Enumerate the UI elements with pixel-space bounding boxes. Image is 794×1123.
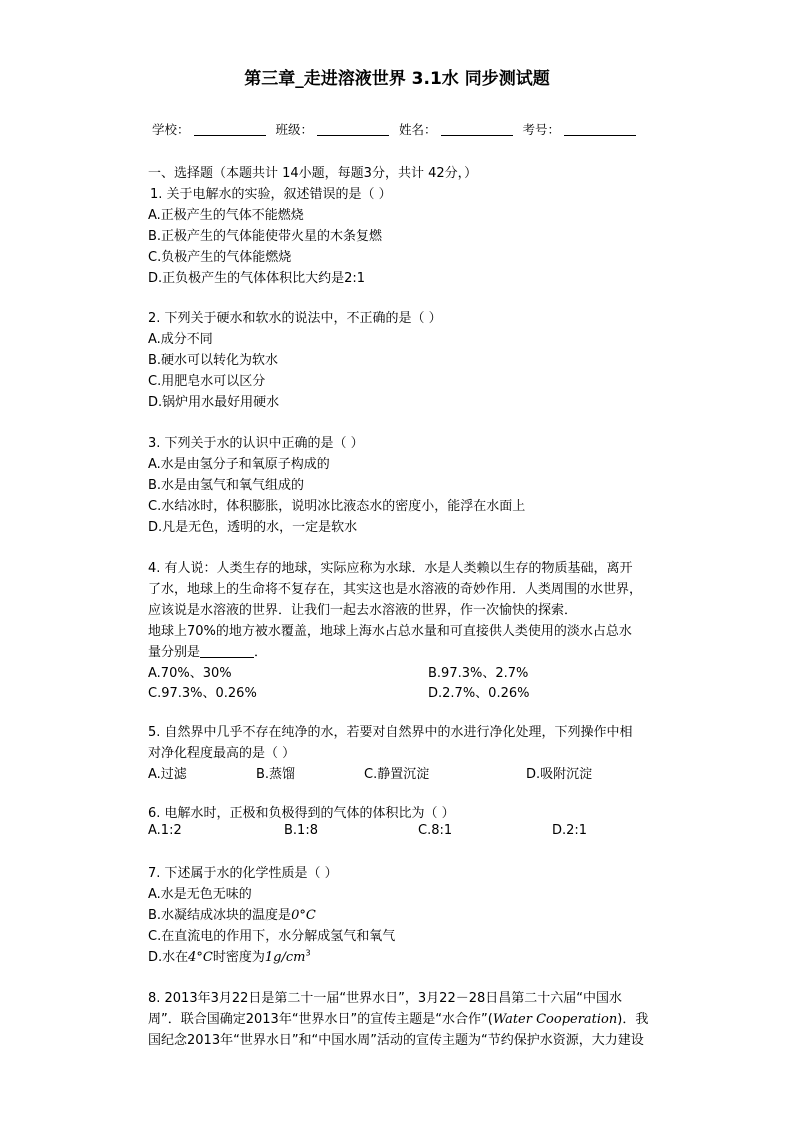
q4-option-b: B.97.3%、2.7% [428, 666, 529, 681]
q7-option-d-superscript: 3 [305, 948, 311, 958]
q5-stem-line-1: 5. 自然界中几乎不存在纯净的水，若要对自然界中的水进行净化处理，下列操作中相 [148, 725, 633, 740]
q8-stem-line-3: 国纪念2013年“世界水日”和“中国水周”活动的宣传主题为“节约保护水资源，大力建设 [148, 1033, 644, 1048]
q8-text-b: )．我 [617, 1012, 649, 1027]
q4-stem-line-5 [148, 641, 267, 660]
q7-option-d-math-density: 1g/cm [264, 950, 306, 965]
q3-option-d: D.凡是无色，透明的水，一定是软水 [148, 520, 358, 535]
section-heading: 一、选择题（本题共计 14小题，每题3分，共计 42分，） [148, 166, 478, 181]
q4-option-c: C.97.3%、0.26% [148, 686, 257, 701]
q6-stem: 6. 电解水时，正极和负极得到的气体的体积比为（ ） [148, 806, 455, 821]
q3-option-b: B.水是由氢气和氧气组成的 [148, 478, 305, 493]
q4-stem-end: ． [254, 645, 268, 660]
student-info-row [0, 120, 794, 138]
exam-number-label: 考号： [522, 122, 560, 137]
q2-option-a: A.成分不同 [148, 332, 213, 347]
q6-option-d: D.2:1 [552, 823, 588, 838]
name-blank[interactable] [441, 123, 513, 136]
q8-stem-line-1: 8. 2013年3月22日是第二十一届“世界水日”，3月22－28日昌第二十六届“中国水 [148, 991, 622, 1006]
page-title: 第三章_走进溶液世界 3.1水 同步测试题 [244, 69, 550, 89]
q4-stem-text: 量分别是 [148, 645, 201, 660]
school-blank[interactable] [194, 123, 266, 136]
q1-option-d: D.正负极产生的气体体积比大约是2:1 [148, 271, 366, 286]
q7-option-b-math: 0°C [291, 908, 316, 923]
q3-option-a: A.水是由氢分子和氧原子构成的 [148, 457, 330, 472]
q7-option-d-math-temp: 4°C [188, 950, 213, 965]
q4-stem-line-3: 应该说是水溶液的世界．让我们一起去水溶液的世界，作一次愉快的探索． [148, 603, 578, 618]
q4-stem-line-4: 地球上70%的地方被水覆盖，地球上海水占总水量和可直接供人类使用的淡水占总水 [148, 624, 632, 639]
q4-stem-line-1: 4. 有人说：人类生存的地球，实际应称为水球．水是人类赖以生存的物质基础，离开 [148, 561, 633, 576]
q6-option-a: A.1:2 [148, 823, 182, 838]
q1-option-a: A.正极产生的气体不能燃烧 [148, 208, 304, 223]
q7-option-c: C.在直流电的作用下，水分解成氢气和氧气 [148, 929, 396, 944]
q1-stem: 1. 关于电解水的实验，叙述错误的是（ ） [150, 187, 392, 202]
q4-option-d: D.2.7%、0.26% [428, 686, 530, 701]
name-label: 姓名： [398, 122, 437, 137]
q3-stem: 3. 下列关于水的认识中正确的是（ ） [148, 436, 364, 451]
exam-number-blank[interactable] [564, 123, 636, 136]
q7-option-d [148, 946, 311, 965]
q2-option-d: D.锅炉用水最好用硬水 [148, 395, 280, 410]
q5-option-b: B.蒸馏 [256, 767, 296, 782]
q2-stem: 2. 下列关于硬水和软水的说法中，不正确的是（ ） [148, 311, 442, 326]
q8-math-water-cooperation: Water Cooperation [492, 1012, 618, 1027]
q6-option-c: C.8:1 [418, 823, 453, 838]
q7-option-b-text: B.水凝结成冰块的温度是 [148, 908, 292, 923]
q1-option-c: C.负极产生的气体能燃烧 [148, 250, 292, 265]
q5-option-d: D.吸附沉淀 [526, 767, 593, 782]
q4-answer-blank[interactable] [200, 645, 254, 658]
q8-text-a: 周”．联合国确定2013年“世界水日”的宣传主题是“水合作”( [148, 1012, 493, 1027]
q6-option-b: B.1:8 [284, 823, 318, 838]
q7-option-d-text-mid: 时密度为 [212, 950, 265, 965]
q5-option-c: C.静置沉淀 [364, 767, 430, 782]
q7-option-d-text: D.水在 [148, 950, 189, 965]
q7-option-a: A.水是无色无味的 [148, 887, 252, 902]
q8-stem-line-2 [148, 1008, 648, 1027]
class-blank[interactable] [317, 123, 389, 136]
q7-stem: 7. 下述属于水的化学性质是（ ） [148, 866, 338, 881]
q3-option-c: C.水结冰时，体积膨胀，说明冰比液态水的密度小，能浮在水面上 [148, 499, 526, 514]
class-label: 班级： [275, 122, 313, 137]
q5-stem-line-2: 对净化程度最高的是（ ） [148, 746, 296, 761]
q4-option-a: A.70%、30% [148, 666, 232, 681]
q1-option-b: B.正极产生的气体能使带火星的木条复燃 [148, 229, 383, 244]
q2-option-b: B.硬水可以转化为软水 [148, 353, 279, 368]
q2-option-c: C.用肥皂水可以区分 [148, 374, 266, 389]
school-label: 学校： [151, 122, 190, 137]
q5-option-a: A.过滤 [148, 767, 187, 782]
q7-option-b [148, 904, 316, 923]
q4-stem-line-2: 了水，地球上的生命将不复存在，其实这也是水溶液的奇妙作用．人类周围的水世界， [148, 582, 643, 597]
